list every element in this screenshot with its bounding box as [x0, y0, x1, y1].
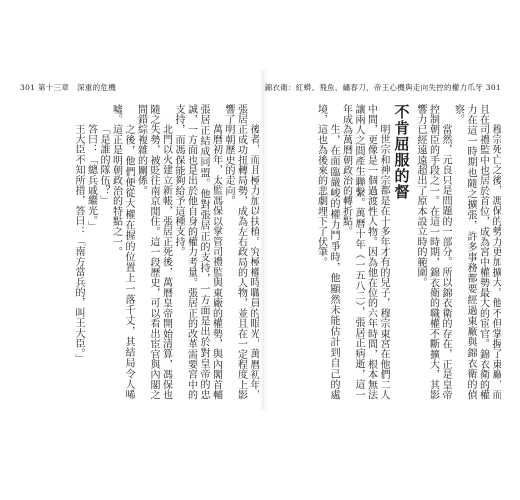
right-paragraph: 明世宗和神宗都是在十多年才有的兒子，穆宗東宮在他們二人中間，更像是一個過渡性人物。因為他在位的六年時間，根本無法讓兩人之間產生聯繫。萬曆十年（一五八二），張居正病逝，這一年成為萬曆朝政治的轉折點。 [340, 104, 389, 400]
left-dialogue: 「是誰的隊伍？」 [98, 124, 109, 206]
left-dialogue: 王大臣不知所措，答曰：「南方當兵的，叫王大臣。」 [73, 124, 84, 364]
book-gutter [259, 70, 268, 410]
right-paragraph: 生，在面臨嚴峻的權力鬥爭時，他顯然未能估計到自己的處境，這也為後來的悲劇埋下了伏筆。 [315, 104, 339, 400]
section-heading: 不肯屈服的督 [392, 104, 411, 200]
left-dialogue: 答曰：「總兵戚繼光。」 [85, 124, 97, 232]
left-paragraph: 後者，而且極力加以扶植。究極權時職員的眼光，萬曆初年，張居正成功扭轉局勢，成為左右政局的人物，並且在一定程度上影響了明朝歷史的走向。 [223, 104, 259, 400]
right-paragraph: 當然，元良只是問題的一部分。所以錦衣衛的存在，正是皇帝控制朝臣的手段之一。在這一時期，錦衣衛的職權不斷擴大，其影響力已經遠遠超出了原本設立時的範圍。 [415, 104, 451, 400]
left-page [20, 82, 259, 400]
right-running-title: 錦衣衛：紅蟒、飛魚、繡春刀，帝王心機與走向失控的權力爪牙 [264, 83, 483, 92]
right-page [264, 82, 501, 400]
right-page-body [268, 104, 501, 400]
left-paragraph: 北門以火建立新帳，張居正死後，萬曆皇帝開始清算，馮保也隨之失勢，被貶往南京閒住。這一段歷史，可以看出宦官與內閣之間錯綜複雜的關係。 [135, 104, 172, 400]
left-paragraph: 萬曆初年，太監馮保以掌管司禮監與東廠的權勢，與內閣首輔張居正結成同盟。他對張居正的支持，一方面是出於對皇帝的忠誠，一方面也是出於他自身的權力考量。張居正的改革需要宮中的支持，而馮保能夠給予這種支持。 [173, 104, 222, 400]
right-page-number: 301 [485, 83, 501, 92]
left-running-title: 第十三章 深重的危機 [38, 83, 116, 92]
left-page-body [20, 104, 259, 400]
right-paragraph: 穆宗死亡之後，馮保的勢力更加擴大。他不但掌握了東廠，而且在司禮監中也居於首位，成為宮中權勢最大的宦官。錦衣衛的權力在這一時期也隨之擴張，許多事務都要經過東廠與錦衣衛的偵察。 [452, 104, 501, 400]
left-page-number: 301 [20, 83, 36, 92]
left-paragraph: 之後，他們便從大權在握的位置上一落千丈，其結局令人唏噓。這正是明朝政治的特點之一。 [110, 104, 134, 400]
